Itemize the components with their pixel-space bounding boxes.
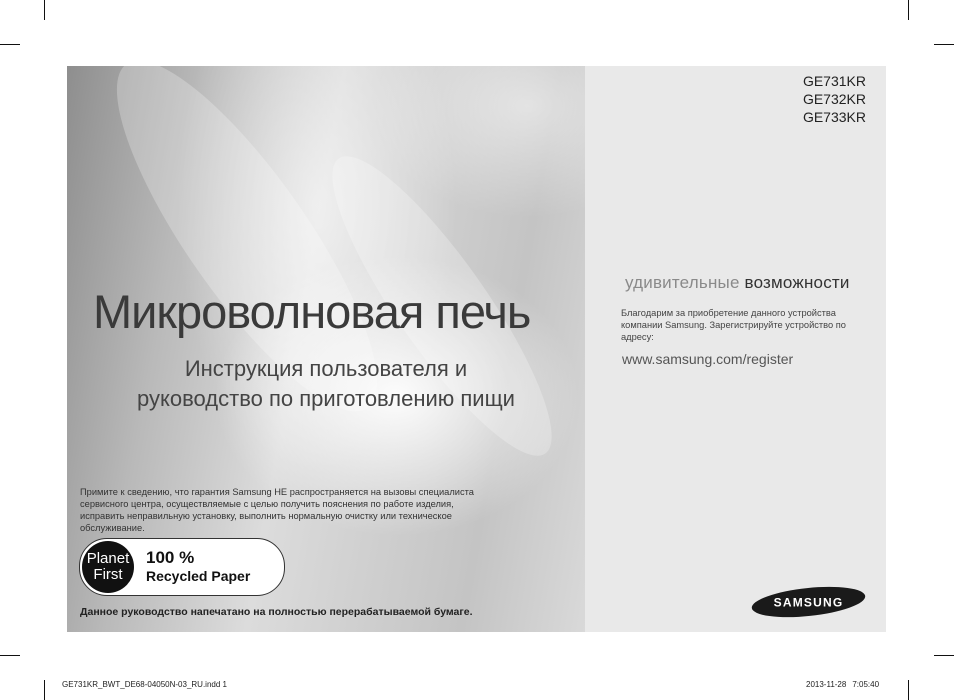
crop-mark	[44, 680, 45, 700]
recycled-label	[146, 548, 250, 585]
cover-left-panel	[67, 66, 585, 632]
slug-time: 7:05:40	[852, 680, 880, 689]
planet-first-logo	[82, 541, 134, 593]
brand-text: SAMSUNG	[773, 595, 844, 610]
crop-mark	[908, 680, 909, 700]
planet-first-badge	[79, 538, 285, 596]
tagline-dark: возможности	[744, 273, 850, 292]
recycled-percent: 100 %	[146, 548, 195, 567]
first-label: First	[93, 566, 123, 583]
slug-date: 2013-11-28	[806, 680, 847, 689]
tagline	[625, 273, 850, 293]
tagline-light: удивительные	[625, 273, 740, 292]
page-title: Микроволновая печь	[93, 285, 531, 338]
thanks-text: Благодарим за приобретение данного устройства компании Samsung. Зарегистрируйте устройство по адресу:	[621, 308, 846, 342]
planet-label: Planet	[86, 550, 130, 567]
crop-mark	[44, 0, 45, 20]
register-link[interactable]: www.samsung.com/register	[622, 351, 794, 367]
page-subtitle	[67, 354, 585, 414]
recycled-paper-text: Recycled Paper	[146, 568, 251, 584]
crop-mark	[908, 0, 909, 20]
crop-mark	[0, 44, 20, 45]
manual-cover	[67, 66, 886, 632]
print-slug-timestamp	[806, 680, 879, 689]
crop-mark	[0, 655, 20, 656]
printed-note: Данное руководство напечатано на полностью перерабатываемой бумаге.	[80, 606, 473, 618]
model-list	[803, 72, 866, 126]
cover-right-panel	[585, 66, 886, 632]
crop-mark	[934, 44, 954, 45]
crop-mark	[934, 655, 954, 656]
model-number: GE732KR	[802, 91, 866, 107]
print-slug-filename: GE731KR_BWT_DE68-04050N-03_RU.indd 1	[62, 680, 227, 689]
subtitle-line-2: руководство по приготовлению пищи	[137, 386, 515, 411]
samsung-logo	[750, 586, 867, 618]
model-number: GE731KR	[802, 73, 866, 89]
warranty-notice: Примите к сведению, что гарантия Samsung НЕ распространяется на вызовы специалиста сервисного центра, осуществляемые с целью получить пояснения по работе изделия, исправить неправильную установку, выполнить нормальную очистку или техническое обслуживание.	[80, 487, 474, 533]
model-number: GE733KR	[802, 109, 866, 125]
subtitle-line-1: Инструкция пользователя и	[184, 356, 468, 381]
